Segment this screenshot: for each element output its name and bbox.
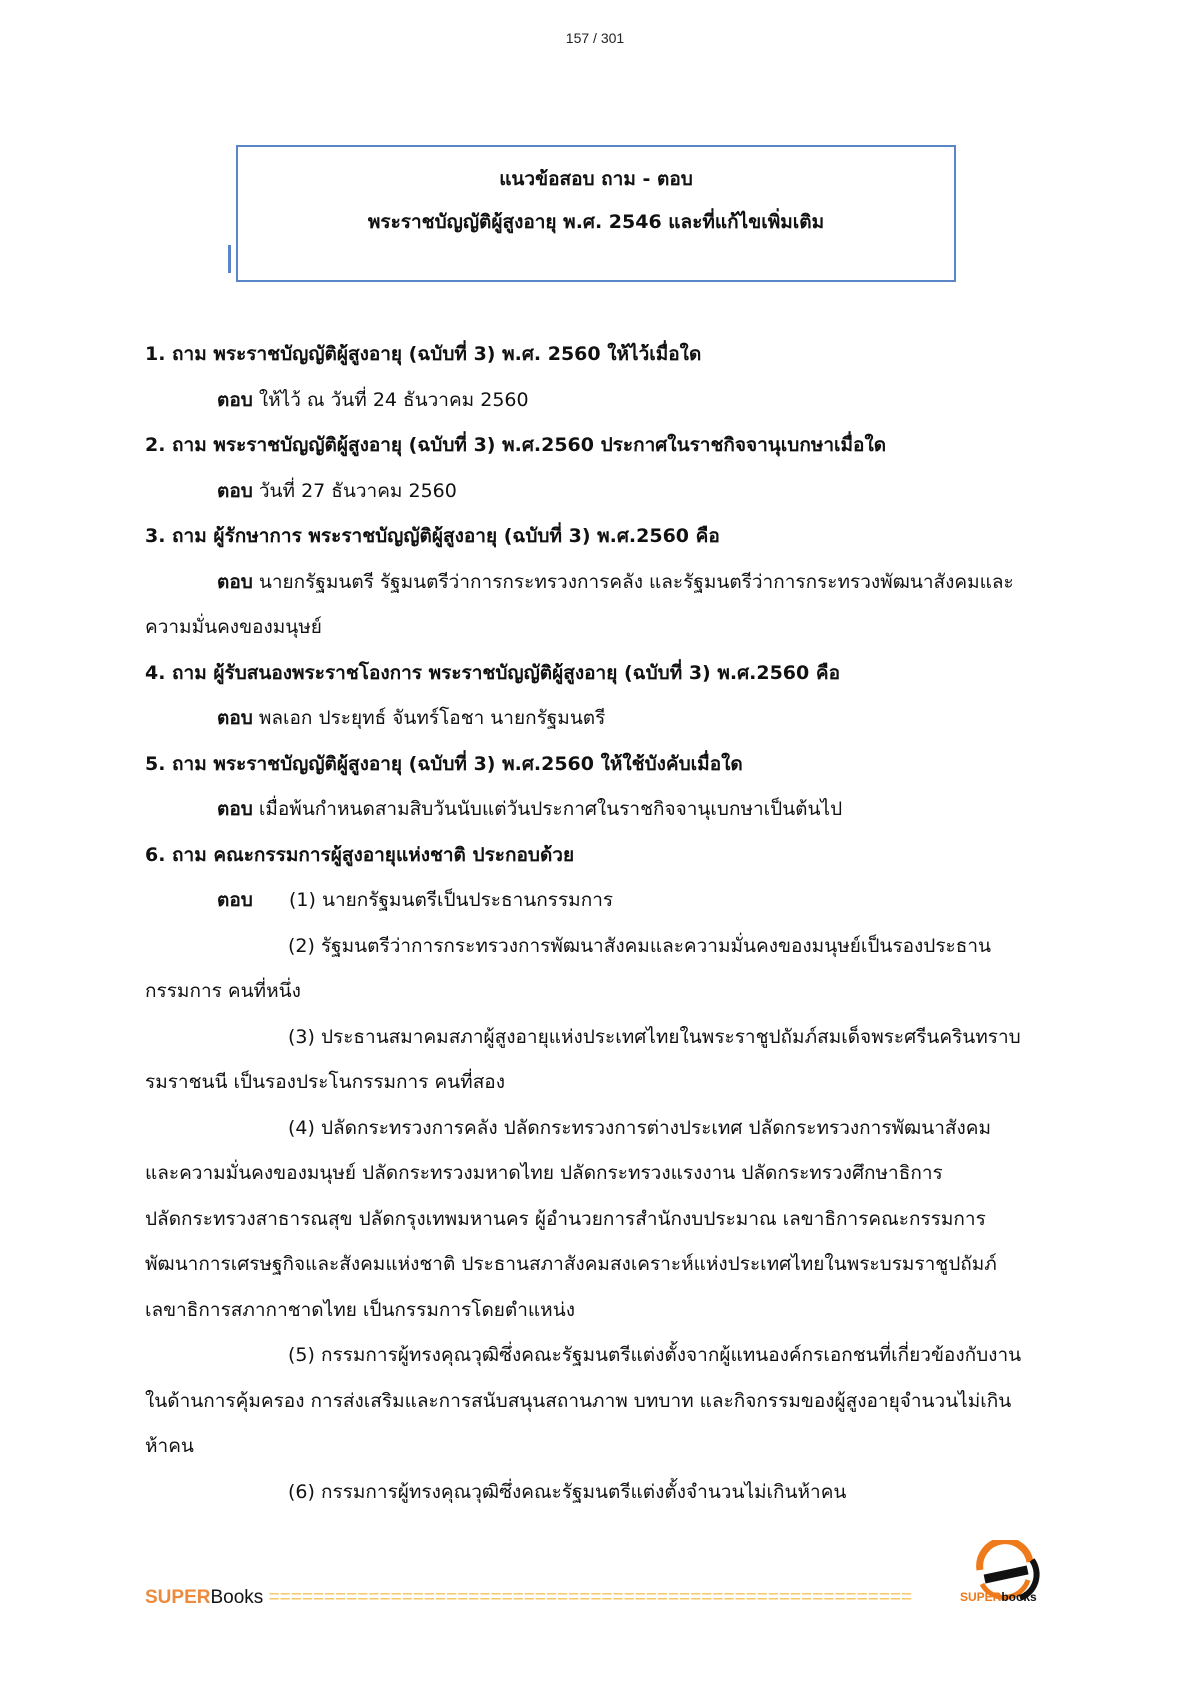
member-5: (5) กรรมการผู้ทรงคุณวุฒิซึ่งคณะรัฐมนตรีแต่งตั้งจากผู้แทนองค์กรเอกชนที่เกี่ยวข้องกับงาน	[288, 1344, 1022, 1366]
title-box-tick	[228, 245, 231, 273]
member-5-cont-2: ห้าคน	[145, 1435, 194, 1457]
page-indicator: 157 / 301	[565, 30, 625, 46]
title-line-2: พระราชบัญญัติผู้สูงอายุ พ.ศ. 2546 และที่แก้ไขเพิ่มเติม	[367, 211, 825, 233]
member-6: (6) กรรมการผู้ทรงคุณวุฒิซึ่งคณะรัฐมนตรีแต่งตั้งจำนวนไม่เกินห้าคน	[288, 1480, 847, 1503]
logo-wordmark: SUPERbooks	[960, 1590, 1037, 1604]
footer-brand-super: SUPER	[145, 1587, 211, 1608]
answer-1: ตอบ ให้ไว้ ณ วันที่ 24 ธันวาคม 2560	[217, 388, 529, 411]
title-box	[236, 145, 956, 282]
footer	[145, 1587, 1045, 1617]
answer-6: ตอบ (1) นายกรัฐมนตรีเป็นประธานกรรมการ	[145, 878, 1050, 924]
answer-5: ตอบ เมื่อพ้นกำหนดสามสิบวันนับแต่วันประกาศในราชกิจจานุเบกษาเป็นต้นไป	[217, 798, 843, 820]
member-4-cont-4: เลขาธิการสภากาชาดไทย เป็นกรรมการโดยตำแหน่ง	[145, 1298, 575, 1321]
member-4-cont-1: และความมั่นคงของมนุษย์ ปลัดกระทรวงมหาดไทย ปลัดกระทรวงแรงงาน ปลัดกระทรวงศึกษาธิการ	[145, 1162, 943, 1184]
answer-label: ตอบ	[217, 479, 253, 502]
member-4-cont-2: ปลัดกระทรวงสาธารณสุข ปลัดกรุงเทพมหานคร ผู้อำนวยการสำนักงบประมาณ เลขาธิการคณะกรรมการ	[145, 1207, 986, 1230]
member-3: (3) ประธานสมาคมสภาผู้สูงอายุแห่งประเทศไทยในพระราชูปถัมภ์สมเด็จพระศรีนครินทราบ	[288, 1025, 1021, 1048]
question-5: 5. ถาม พระราชบัญญัติผู้สูงอายุ (ฉบับที่ 3) พ.ศ.2560 ให้ใช้บังคับเมื่อใด	[145, 752, 743, 775]
member-2-cont: กรรมการ คนที่หนึ่ง	[145, 980, 301, 1002]
answer-label: ตอบ	[217, 707, 253, 729]
title-line-1: แนวข้อสอบ ถาม - ตอบ	[499, 168, 693, 190]
member-2: (2) รัฐมนตรีว่าการกระทรวงการพัฒนาสังคมและความมั่นคงของมนุษย์เป็นรองประธาน	[288, 934, 992, 957]
answer-2: ตอบ วันที่ 27 ธันวาคม 2560	[217, 479, 457, 502]
question-1: 1. ถาม พระราชบัญญัติผู้สูงอายุ (ฉบับที่ 3) พ.ศ. 2560 ให้ไว้เมื่อใด	[145, 343, 702, 365]
question-6: 6. ถาม คณะกรรมการผู้สูงอายุแห่งชาติ ประกอบด้วย	[145, 843, 575, 866]
answer-label: ตอบ	[217, 388, 253, 411]
answer-label: ตอบ	[217, 570, 253, 593]
footer-brand-books: Books	[210, 1587, 264, 1608]
question-2: 2. ถาม พระราชบัญญัติผู้สูงอายุ (ฉบับที่ 3) พ.ศ.2560 ประกาศในราชกิจจานุเบกษาเมื่อใด	[145, 434, 887, 456]
question-3: 3. ถาม ผู้รักษาการ พระราชบัญญัติผู้สูงอายุ (ฉบับที่ 3) พ.ศ.2560 คือ	[145, 525, 720, 547]
qa-list	[145, 332, 1050, 1515]
answer-label: ตอบ	[217, 798, 253, 820]
member-5-cont-1: ในด้านการคุ้มครอง การส่งเสริมและการสนับสนุนสถานภาพ บทบาท และกิจกรรมของผู้สูงอายุจำนวนไม่เกิน	[145, 1389, 1012, 1412]
member-4-cont-3: พัฒนาการเศรษฐกิจและสังคมแห่งชาติ ประธานสภาสังคมสงเคราะห์แห่งประเทศไทยในพระบรมราชูปถัมภ์	[145, 1253, 997, 1275]
answer-4: ตอบ พลเอก ประยุทธ์ จันทร์โอชา นายกรัฐมนตรี	[217, 707, 606, 729]
answer-3: ตอบ นายกรัฐมนตรี รัฐมนตรีว่าการกระทรวงการคลัง และรัฐมนตรีว่าการกระทรวงพัฒนาสังคมและ	[217, 570, 1014, 593]
member-3-cont: รมราชนนี เป็นรองประโนกรรมการ คนที่สอง	[145, 1071, 505, 1093]
answer-3-cont: ความมั่นคงของมนุษย์	[145, 616, 322, 638]
member-4: (4) ปลัดกระทรวงการคลัง ปลัดกระทรวงการต่างประเทศ ปลัดกระทรวงการพัฒนาสังคม	[288, 1116, 991, 1139]
footer-rule: ==========================================================	[268, 1587, 913, 1608]
answer-label: ตอบ	[217, 889, 253, 911]
question-4: 4. ถาม ผู้รับสนองพระราชโองการ พระราชบัญญัติผู้สูงอายุ (ฉบับที่ 3) พ.ศ.2560 คือ	[145, 661, 840, 684]
